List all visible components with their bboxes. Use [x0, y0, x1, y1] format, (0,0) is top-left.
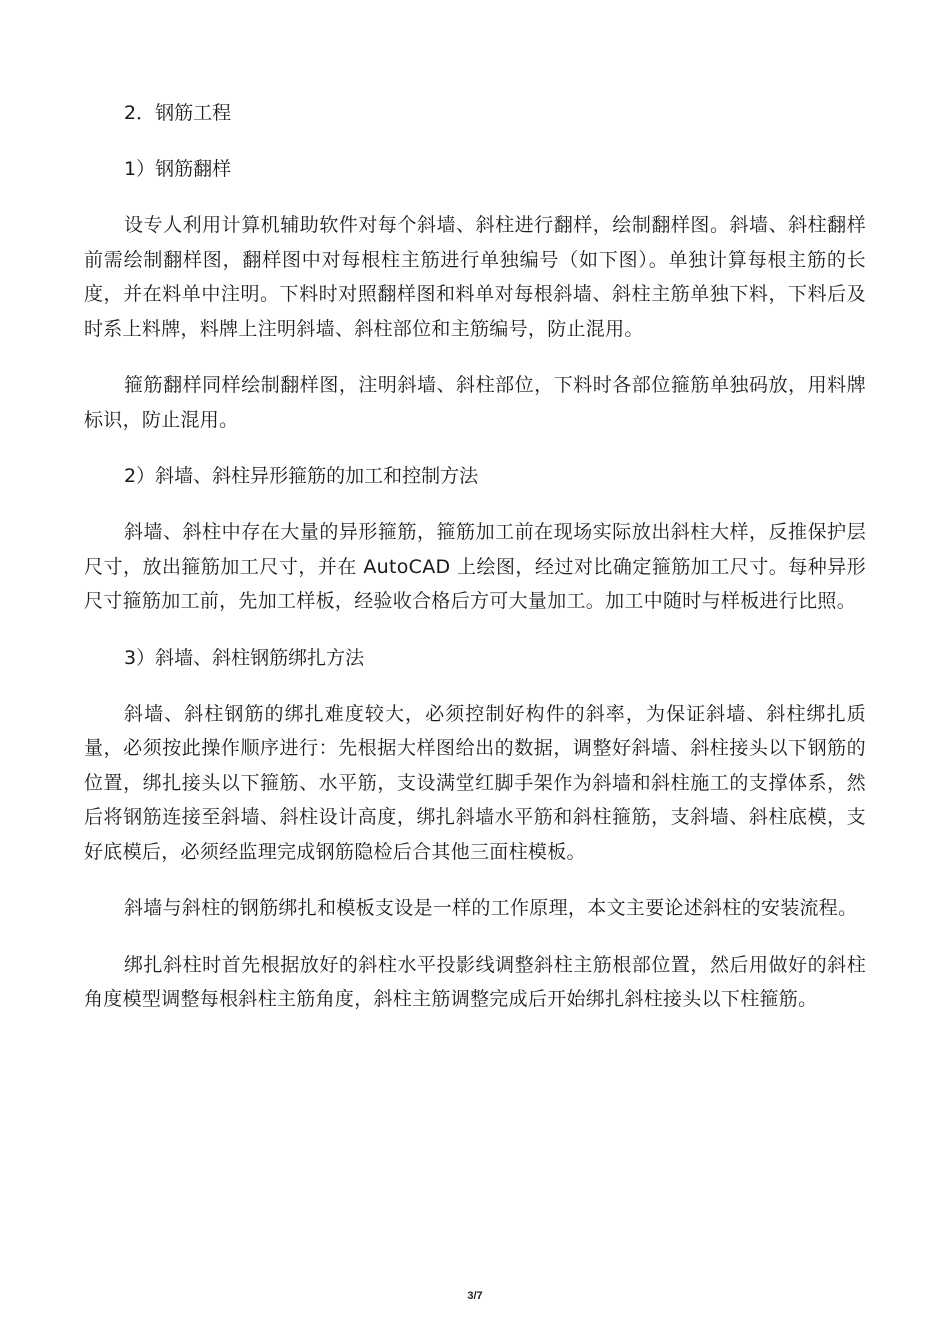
paragraph: 斜墙与斜柱的钢筋绑扎和模板支设是一样的工作原理，本文主要论述斜柱的安装流程。 [124, 897, 858, 919]
page-number: 3/7 [467, 1290, 483, 1302]
document-body [84, 96, 866, 1039]
subsection-heading: 3）斜墙、斜柱钢筋绑扎方法 [124, 646, 365, 669]
paragraph: 绑扎斜柱时首先根据放好的斜柱水平投影线调整斜柱主筋根部位置，然后用做好的斜柱角度模型调整每根斜柱主筋角度，斜柱主筋调整完成后开始绑扎斜柱接头以下柱箍筋。 [84, 953, 866, 1010]
paragraph: 设专人利用计算机辅助软件对每个斜墙、斜柱进行翻样，绘制翻样图。斜墙、斜柱翻样前需绘制翻样图，翻样图中对每根柱主筋进行单独编号（如下图）。单独计算每根主筋的长度，并在料单中注明。下料时对照翻样图和料单对每根斜墙、斜柱主筋单独下料，下料后及时系上料牌，料牌上注明斜墙、斜柱部位和主筋编号，防止混用。 [84, 214, 866, 340]
paragraph: 斜墙、斜柱钢筋的绑扎难度较大，必须控制好构件的斜率，为保证斜墙、斜柱绑扎质量，必须按此操作顺序进行：先根据大样图给出的数据，调整好斜墙、斜柱接头以下钢筋的位置，绑扎接头以下箍筋、水平筋，支设满堂红脚手架作为斜墙和斜柱施工的支撑体系，然后将钢筋连接至斜墙、斜柱设计高度，绑扎斜墙水平筋和斜柱箍筋，支斜墙、斜柱底模，支好底模后，必须经监理完成钢筋隐检后合其他三面柱模板。 [84, 702, 866, 863]
paragraph: 斜墙、斜柱中存在大量的异形箍筋，箍筋加工前在现场实际放出斜柱大样，反推保护层尺寸，放出箍筋加工尺寸，并在 AutoCAD 上绘图，经过对比确定箍筋加工尺寸。每种异形尺寸箍筋加工前，先加工样板，经验收合格后方可大量加工。加工中随时与样板进行比照。 [84, 521, 866, 612]
subsection-heading: 1）钢筋翻样 [124, 158, 232, 180]
paragraph: 箍筋翻样同样绘制翻样图，注明斜墙、斜柱部位，下料时各部位箍筋单独码放，用料牌标识，防止混用。 [84, 374, 866, 431]
subsection-heading: 2）斜墙、斜柱异形箍筋的加工和控制方法 [124, 465, 479, 487]
section-heading: 2．钢筋工程 [124, 102, 232, 124]
